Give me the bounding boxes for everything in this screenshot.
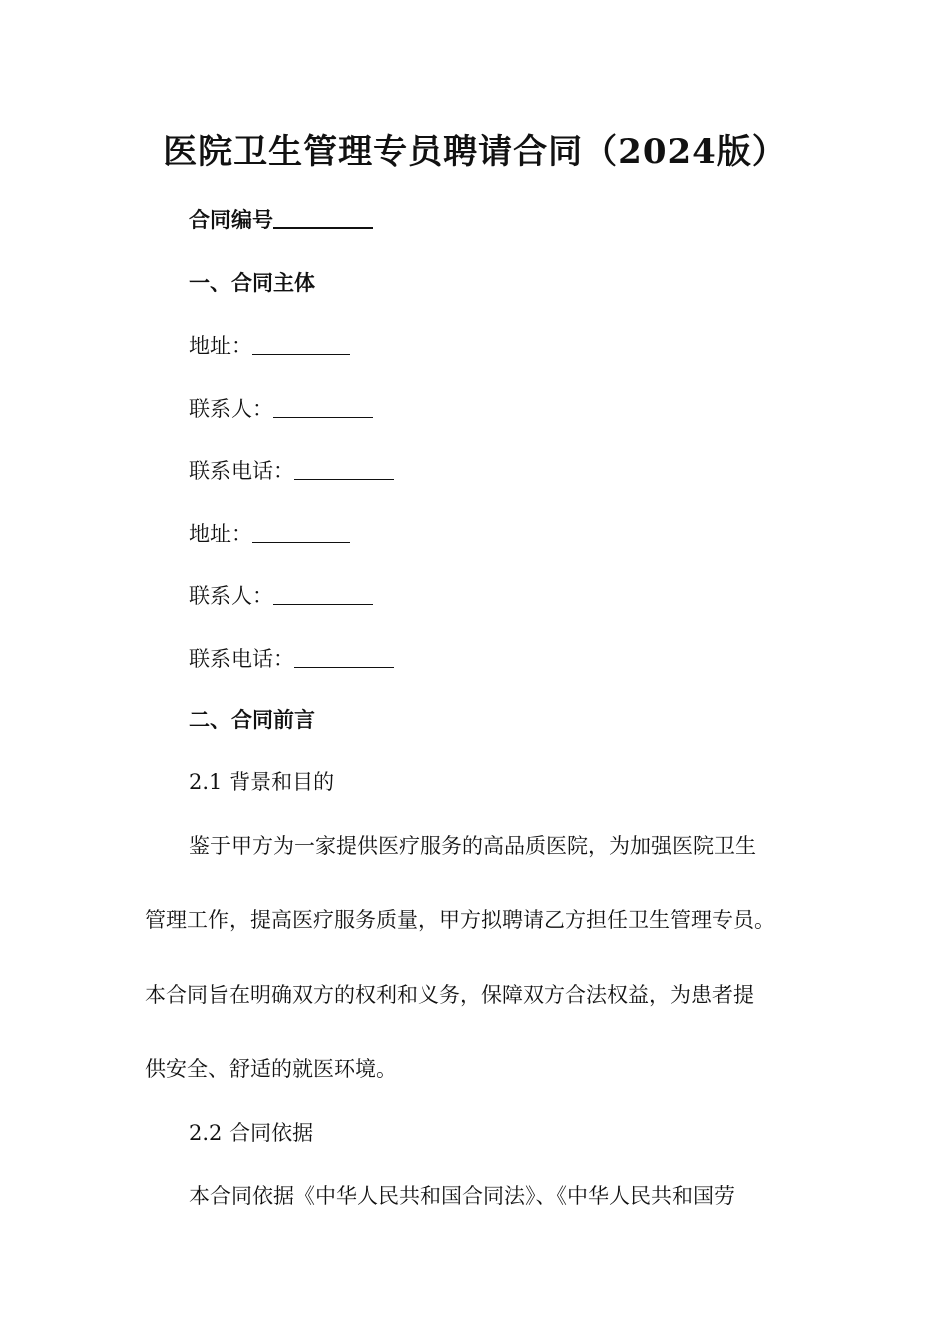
field-blank	[252, 520, 350, 543]
field-blank	[294, 457, 394, 480]
field-blank	[252, 332, 350, 355]
field-blank	[273, 395, 373, 418]
paragraph-line: 供安全、舒适的就医环境。	[145, 1057, 397, 1081]
contract-number-label: 合同编号	[189, 207, 273, 232]
field-row-address-1	[189, 331, 350, 361]
field-blank	[273, 582, 373, 605]
field-row-contact-1	[189, 394, 373, 424]
field-row-phone-1	[189, 456, 394, 486]
field-label: 联系电话：	[189, 459, 294, 483]
paragraph-line: 本合同依据《中华人民共和国合同法》、《中华人民共和国劳	[189, 1184, 735, 1208]
contract-number-row	[189, 205, 373, 235]
field-row-contact-2	[189, 581, 373, 611]
field-blank	[294, 645, 394, 668]
field-label: 地址：	[189, 334, 252, 358]
paragraph-line: 鉴于甲方为一家提供医疗服务的高品质医院，为加强医院卫生	[189, 834, 756, 858]
field-row-phone-2	[189, 644, 394, 674]
contract-number-blank	[273, 205, 373, 229]
document-title: 医院卫生管理专员聘请合同（2024版）	[163, 132, 787, 172]
subsection-heading: 2.2 合同依据	[189, 1121, 314, 1145]
section-heading: 二、合同前言	[189, 707, 315, 732]
subsection-heading: 2.1 背景和目的	[189, 770, 335, 794]
field-label: 联系电话：	[189, 647, 294, 671]
paragraph-line: 管理工作，提高医疗服务质量，甲方拟聘请乙方担任卫生管理专员。	[145, 908, 775, 932]
field-label: 地址：	[189, 522, 252, 546]
paragraph-line: 本合同旨在明确双方的权利和义务，保障双方合法权益，为患者提	[145, 983, 754, 1007]
section-heading: 一、合同主体	[189, 270, 315, 295]
field-label: 联系人：	[189, 584, 273, 608]
field-label: 联系人：	[189, 397, 273, 421]
field-row-address-2	[189, 519, 350, 549]
